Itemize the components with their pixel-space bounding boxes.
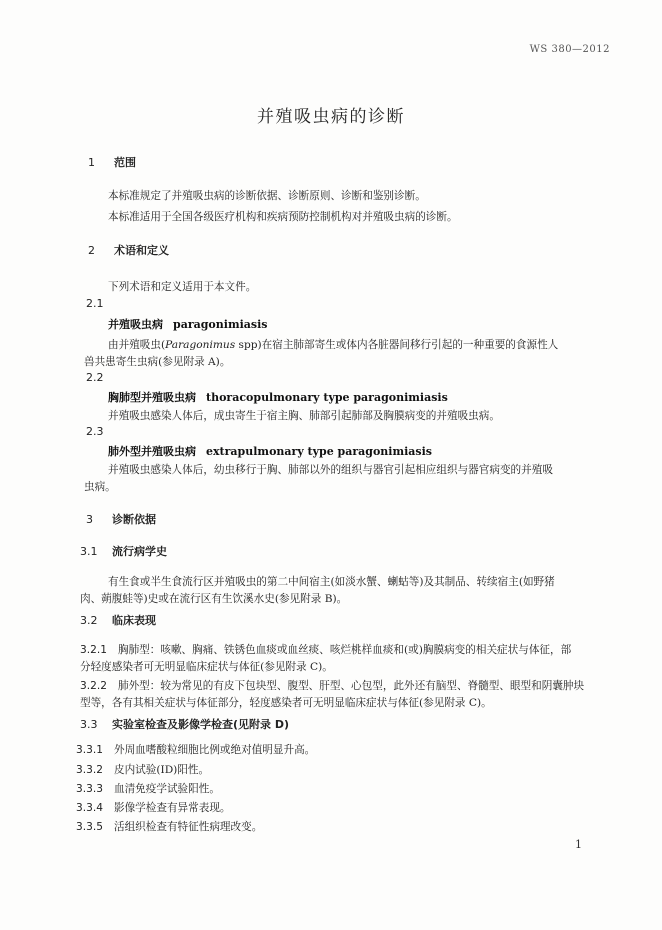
subsection-title: 流行病学史 (112, 545, 167, 558)
section-number: 2 (88, 244, 95, 257)
subsection-3-2-heading (80, 612, 156, 628)
item-continuation: 分轻度感染者可无明显临床症状与体征(参见附录 C)。 (80, 661, 333, 673)
item-number: 3.3.1 (76, 744, 103, 756)
lab-item (76, 800, 231, 815)
section-title: 范围 (114, 156, 136, 169)
term-number: 2.2 (86, 371, 104, 384)
subsection-number: 3.3 (80, 718, 98, 731)
item-text: 血清免疫学试验阳性。 (114, 783, 220, 795)
section-title: 诊断依据 (112, 513, 156, 526)
section-title: 术语和定义 (114, 244, 169, 257)
term-zh: 肺外型并殖吸虫病 (108, 445, 196, 458)
item-number: 3.3.4 (76, 802, 103, 814)
item-number: 3.2.1 (80, 644, 107, 656)
section-number: 3 (86, 513, 93, 526)
definition: 并殖吸虫感染人体后，幼虫移行于胸、肺部以外的组织与器官引起相应组织与器官病变的并殖吸 (108, 464, 553, 476)
genus-name: Paragonimus (165, 339, 236, 351)
paragraph: 下列术语和定义适用于本文件。 (108, 281, 257, 293)
paragraph-continuation: 肉、蒴腹蛙等)史或在流行区有生饮溪水史(参见附录 B)。 (80, 593, 348, 605)
term-zh: 并殖吸虫病 (108, 318, 163, 331)
definition-continuation: 兽共患寄生虫病(参见附录 A)。 (84, 356, 231, 368)
paragraph: 本标准规定了并殖吸虫病的诊断依据、诊断原则、诊断和鉴别诊断。 (108, 190, 426, 202)
item-number: 3.3.3 (76, 783, 103, 795)
section-2-heading (88, 242, 169, 258)
term-heading (108, 389, 448, 405)
term-zh: 胸肺型并殖吸虫病 (108, 391, 196, 404)
term-number: 2.1 (86, 297, 104, 310)
subsection-title: 临床表现 (112, 614, 156, 627)
item-text: 影像学检查有异常表现。 (114, 802, 231, 814)
term-number: 2.3 (86, 425, 104, 438)
lab-item (76, 762, 209, 777)
clinical-item (80, 642, 571, 657)
term-en: extrapulmonary type paragonimiasis (206, 445, 432, 458)
item-continuation: 型等，各有其相关症状与体征部分，轻度感染者可无明显临床症状与体征(参见附录 C)。 (80, 697, 492, 709)
term-en: thoracopulmonary type paragonimiasis (206, 391, 448, 404)
definition: 并殖吸虫感染人体后，成虫寄生于宿主胸、肺部引起肺部及胸膜病变的并殖吸虫病。 (108, 410, 500, 422)
definition-part: spp)在宿主肺部寄生或体内各脏器间移行引起的一种重要的食源性人 (235, 339, 559, 351)
item-text: 活组织检查有特征性病理改变。 (114, 821, 263, 833)
item-number: 3.3.2 (76, 764, 103, 776)
item-number: 3.2.2 (80, 680, 107, 692)
subsection-3-3-heading (80, 716, 289, 732)
term-heading (108, 316, 267, 332)
term-en: paragonimiasis (173, 318, 268, 331)
section-3-heading (86, 511, 156, 527)
term-heading (108, 443, 432, 459)
paragraph: 有生食或半生食流行区并殖吸虫的第二中间宿主(如淡水蟹、蝲蛄等)及其制品、转续宿主(如野猪 (108, 576, 555, 588)
subsection-3-1-heading (80, 543, 167, 559)
subsection-number: 3.2 (80, 614, 98, 627)
clinical-item (80, 678, 584, 693)
page-number: 1 (575, 838, 582, 851)
section-1-heading (88, 154, 136, 170)
lab-item (76, 781, 220, 796)
lab-item (76, 742, 315, 757)
item-text: 胸肺型：咳嗽、胸痛、铁锈色血痰或血丝痰、咳烂桃样血痰和(或)胸膜病变的相关症状与体征，部 (118, 644, 572, 656)
item-text: 肺外型：较为常见的有皮下包块型、腹型、肝型、心包型，此外还有脑型、脊髓型、眼型和阴囊肿块 (118, 680, 585, 692)
item-number: 3.3.5 (76, 821, 103, 833)
section-number: 1 (88, 156, 95, 169)
definition-continuation: 虫病。 (84, 481, 116, 493)
standard-code: WS 380—2012 (529, 44, 610, 55)
item-text: 外周血嗜酸粒细胞比例或绝对值明显升高。 (114, 744, 316, 756)
definition-part: 由并殖吸虫( (108, 339, 166, 351)
item-text: 皮内试验(ID)阳性。 (114, 764, 210, 776)
lab-item (76, 819, 262, 834)
subsection-title: 实验室检查及影像学检查(见附录 D) (112, 718, 290, 731)
page-title: 并殖吸虫病的诊断 (257, 107, 405, 127)
definition (108, 337, 558, 352)
subsection-number: 3.1 (80, 545, 98, 558)
paragraph: 本标准适用于全国各级医疗机构和疾病预防控制机构对并殖吸虫病的诊断。 (108, 211, 458, 223)
